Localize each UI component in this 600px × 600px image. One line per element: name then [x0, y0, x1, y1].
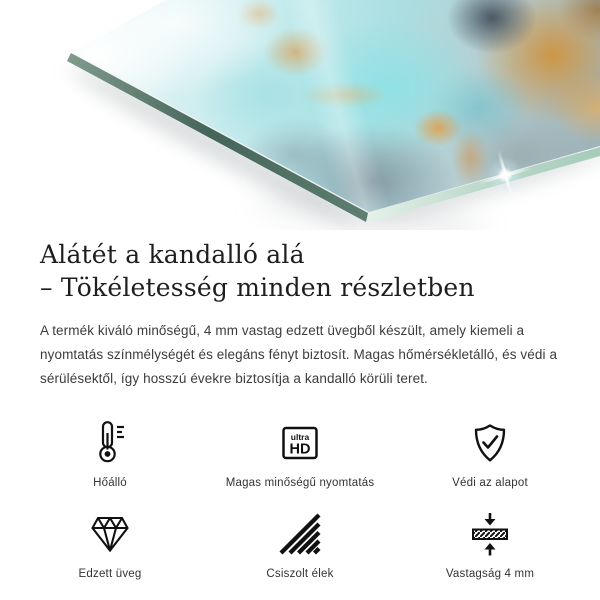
feature-protects-base	[395, 418, 585, 489]
product-photo	[0, 0, 600, 230]
feature-thickness	[395, 509, 585, 580]
feature-polished-edges	[205, 509, 395, 580]
feature-print-quality	[205, 418, 395, 489]
ultra-hd-icon-text-bottom: HD	[289, 441, 311, 458]
shield-check-icon	[470, 418, 510, 468]
page-title-line2: – Tökéletesség minden részletben	[40, 273, 475, 302]
feature-label: Védi az alapot	[452, 477, 528, 489]
feature-tempered-glass	[15, 509, 205, 580]
feature-label: Hőálló	[93, 477, 127, 489]
product-description-text: A termék kiváló minőségű, 4 mm vastag edzett üvegből készült, amely kiemeli a nyomtatás színmélységét és elegáns fényt biztosít. Magas hőmérsékletálló, és védi a sérülésektől, így hosszú évekre biztosítja a kandalló körüli teret.	[40, 323, 558, 386]
diamond-icon	[90, 509, 130, 559]
page-title	[40, 238, 560, 304]
polished-edges-icon	[278, 509, 322, 559]
ultra-hd-icon	[280, 418, 320, 468]
feature-label: Csiszolt élek	[266, 568, 334, 580]
feature-label: Vastagság 4 mm	[445, 568, 535, 580]
ultra-hd-icon-text-top: ultra	[290, 432, 310, 442]
thickness-4mm-icon	[470, 509, 510, 559]
feature-label: Edzett üveg	[78, 568, 142, 580]
thermometer-icon	[90, 418, 130, 468]
features-grid	[15, 418, 585, 580]
page-title-line1: Alátét a kandalló alá	[40, 240, 305, 269]
feature-label: Magas minőségű nyomtatás	[225, 477, 375, 489]
feature-heat-resistant	[15, 418, 205, 489]
